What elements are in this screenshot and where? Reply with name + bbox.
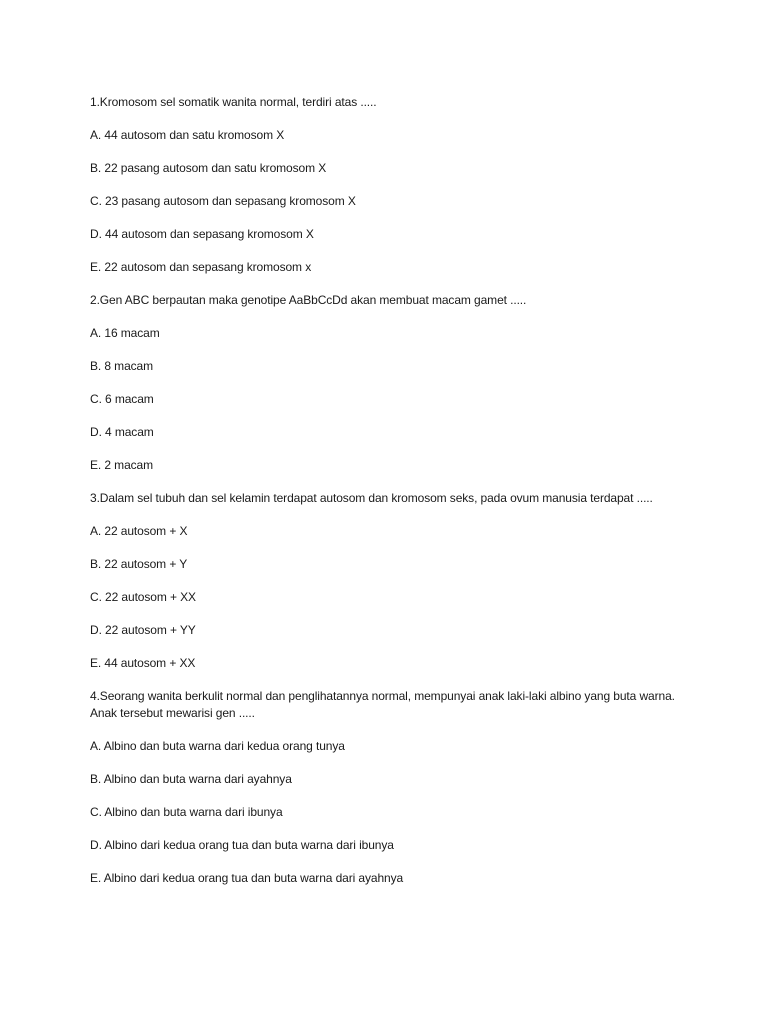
answer-option: B. 8 macam [90, 359, 154, 373]
question-block-4 [90, 688, 680, 887]
answer-option: E. 44 autosom + XX [90, 656, 196, 670]
answer-option: E. Albino dari kedua orang tua dan buta warna dari ayahnya [90, 871, 404, 885]
answer-option: C. 23 pasang autosom dan sepasang kromosom X [90, 194, 356, 208]
question-text: 1.Kromosom sel somatik wanita normal, terdiri atas ..... [90, 95, 377, 109]
answer-option: C. 22 autosom + XX [90, 590, 196, 604]
answer-option: A. 44 autosom dan satu kromosom X [90, 128, 285, 142]
question-block-1 [90, 94, 680, 276]
question-text: 3.Dalam sel tubuh dan sel kelamin terdapat autosom dan kromosom seks, pada ovum manusia terdapat ..... [90, 491, 653, 505]
answer-option: B. Albino dan buta warna dari ayahnya [90, 772, 292, 786]
answer-option: D. 22 autosom + YY [90, 623, 196, 637]
answer-option: A. 22 autosom + X [90, 524, 188, 538]
answer-option: B. 22 pasang autosom dan satu kromosom X [90, 161, 327, 175]
answer-option: D. 44 autosom dan sepasang kromosom X [90, 227, 314, 241]
answer-option: A. Albino dan buta warna dari kedua orang tunya [90, 739, 345, 753]
question-text: 4.Seorang wanita berkulit normal dan penglihatannya normal, mempunyai anak laki-laki albino yang buta warna. Anak tersebut mewarisi gen ..... [90, 689, 675, 720]
question-text: 2.Gen ABC berpautan maka genotipe AaBbCcDd akan membuat macam gamet ..... [90, 293, 527, 307]
answer-option: E. 22 autosom dan sepasang kromosom x [90, 260, 312, 274]
answer-option: C. 6 macam [90, 392, 154, 406]
question-block-3 [90, 490, 680, 672]
answer-option: B. 22 autosom + Y [90, 557, 188, 571]
answer-option: D. 4 macam [90, 425, 154, 439]
answer-option: C. Albino dan buta warna dari ibunya [90, 805, 283, 819]
answer-option: D. Albino dari kedua orang tua dan buta warna dari ibunya [90, 838, 394, 852]
quiz-content [90, 94, 680, 887]
answer-option: A. 16 macam [90, 326, 160, 340]
answer-option: E. 2 macam [90, 458, 154, 472]
question-block-2 [90, 292, 680, 474]
